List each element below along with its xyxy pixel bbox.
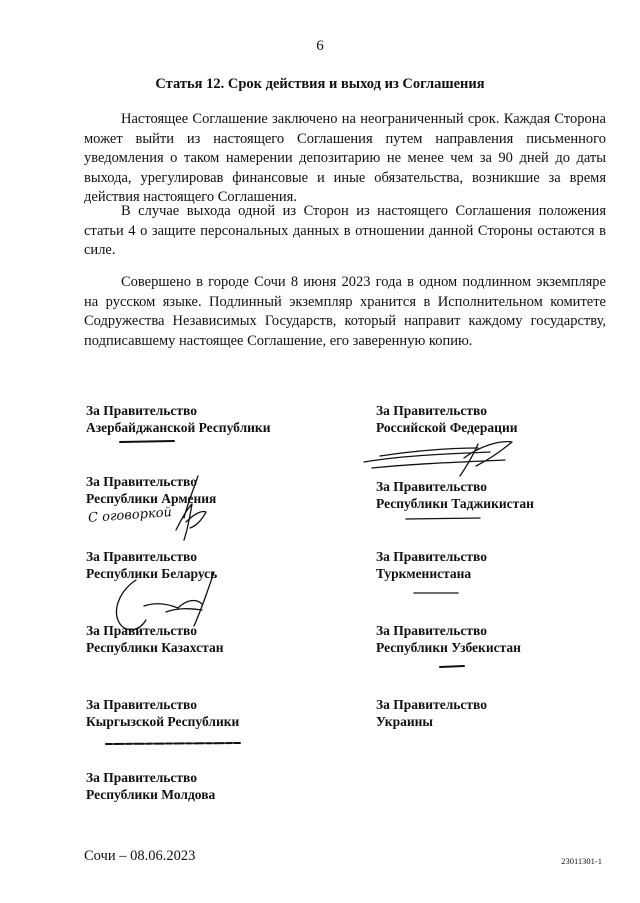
signatory-line1: За Правительство [376, 697, 487, 712]
signatory-line1: За Правительство [376, 623, 487, 638]
signatory-line1: За Правительство [376, 403, 487, 418]
signature-mark-turkmenistan [412, 588, 462, 598]
signatory-line2: Республики Беларусь [86, 566, 218, 581]
signatory-kyrgyzstan [86, 696, 239, 730]
signatory-line1: За Правительство [86, 623, 197, 638]
signature-kyrgyzstan [104, 738, 244, 750]
page-number: 6 [316, 38, 324, 54]
footer-place-date: Сочи – 08.06.2023 [84, 848, 196, 864]
signatory-moldova [86, 769, 215, 803]
signature-belarus [106, 568, 226, 638]
signatory-line2: Республики Молдова [86, 787, 216, 802]
signatory-line1: За Правительство [86, 474, 197, 489]
signatory-azerbaijan [86, 402, 271, 436]
footer-doc-code: 23011301-1 [561, 856, 602, 866]
paragraph-text: Совершено в городе Сочи 8 июня 2023 года в одном подлинном экземпляре на русском языке. Подлинный экземпляр хранится в Исполнительном комитете Содружества Независимых Государств, который направит каждому государству, подписавшему настоящее Соглашение, его заверенную копию. [84, 274, 606, 349]
signatory-russia [376, 402, 518, 436]
signatory-line1: За Правительство [86, 770, 197, 785]
paragraph-text: Настоящее Соглашение заключено на неограниченный срок. Каждая Сторона может выйти из настоящего Соглашения путем направления письменного уведомления о таком намерении депозитарию не менее чем за 90 дней до даты выхода, урегулировав финансовые и иные обязательства, возникшие за время действия настоящего Соглашения. [84, 111, 606, 205]
signatory-line2: Кыргызской Республики [86, 714, 240, 729]
signatory-tajikistan [376, 478, 534, 512]
signatory-uzbekistan [376, 622, 521, 656]
signatory-line1: За Правительство [86, 549, 197, 564]
paragraph-term [84, 110, 606, 208]
signatory-line1: За Правительство [376, 479, 487, 494]
signatory-line2: Азербайджанской Республики [86, 420, 271, 435]
signatory-line2: Республики Таджикистан [376, 496, 534, 511]
signature-armenia [172, 500, 212, 544]
signature-russia [360, 436, 520, 480]
paragraph-withdrawal [84, 202, 606, 261]
signatory-line2: Туркменистана [376, 566, 472, 581]
paragraph-done-at [84, 273, 606, 351]
armenia-handwritten-note: С оговоркой [87, 505, 173, 526]
signatory-line2: Украины [376, 714, 433, 729]
signatory-line2: Республики Армения [86, 491, 217, 506]
signature-mark-uzbekistan [438, 662, 468, 672]
signature-mark-tajikistan [404, 514, 484, 524]
signatory-turkmenistan [376, 548, 487, 582]
signatory-line1: За Правительство [86, 403, 197, 418]
signatory-line1: За Правительство [376, 549, 487, 564]
signature-mark-azerbaijan [118, 436, 178, 446]
signatory-ukraine [376, 696, 487, 730]
paragraph-text: В случае выхода одной из Сторон из настоящего Соглашения положения статьи 4 о защите персональных данных в отношении данной Стороны остаются в силе. [84, 203, 606, 258]
signatory-line2: Республики Казахстан [86, 640, 224, 655]
signatory-line2: Республики Узбекистан [376, 640, 521, 655]
signatory-line2: Российской Федерации [376, 420, 518, 435]
signatory-line1: За Правительство [86, 697, 197, 712]
article-title: Статья 12. Срок действия и выход из Соглашения [155, 76, 485, 92]
